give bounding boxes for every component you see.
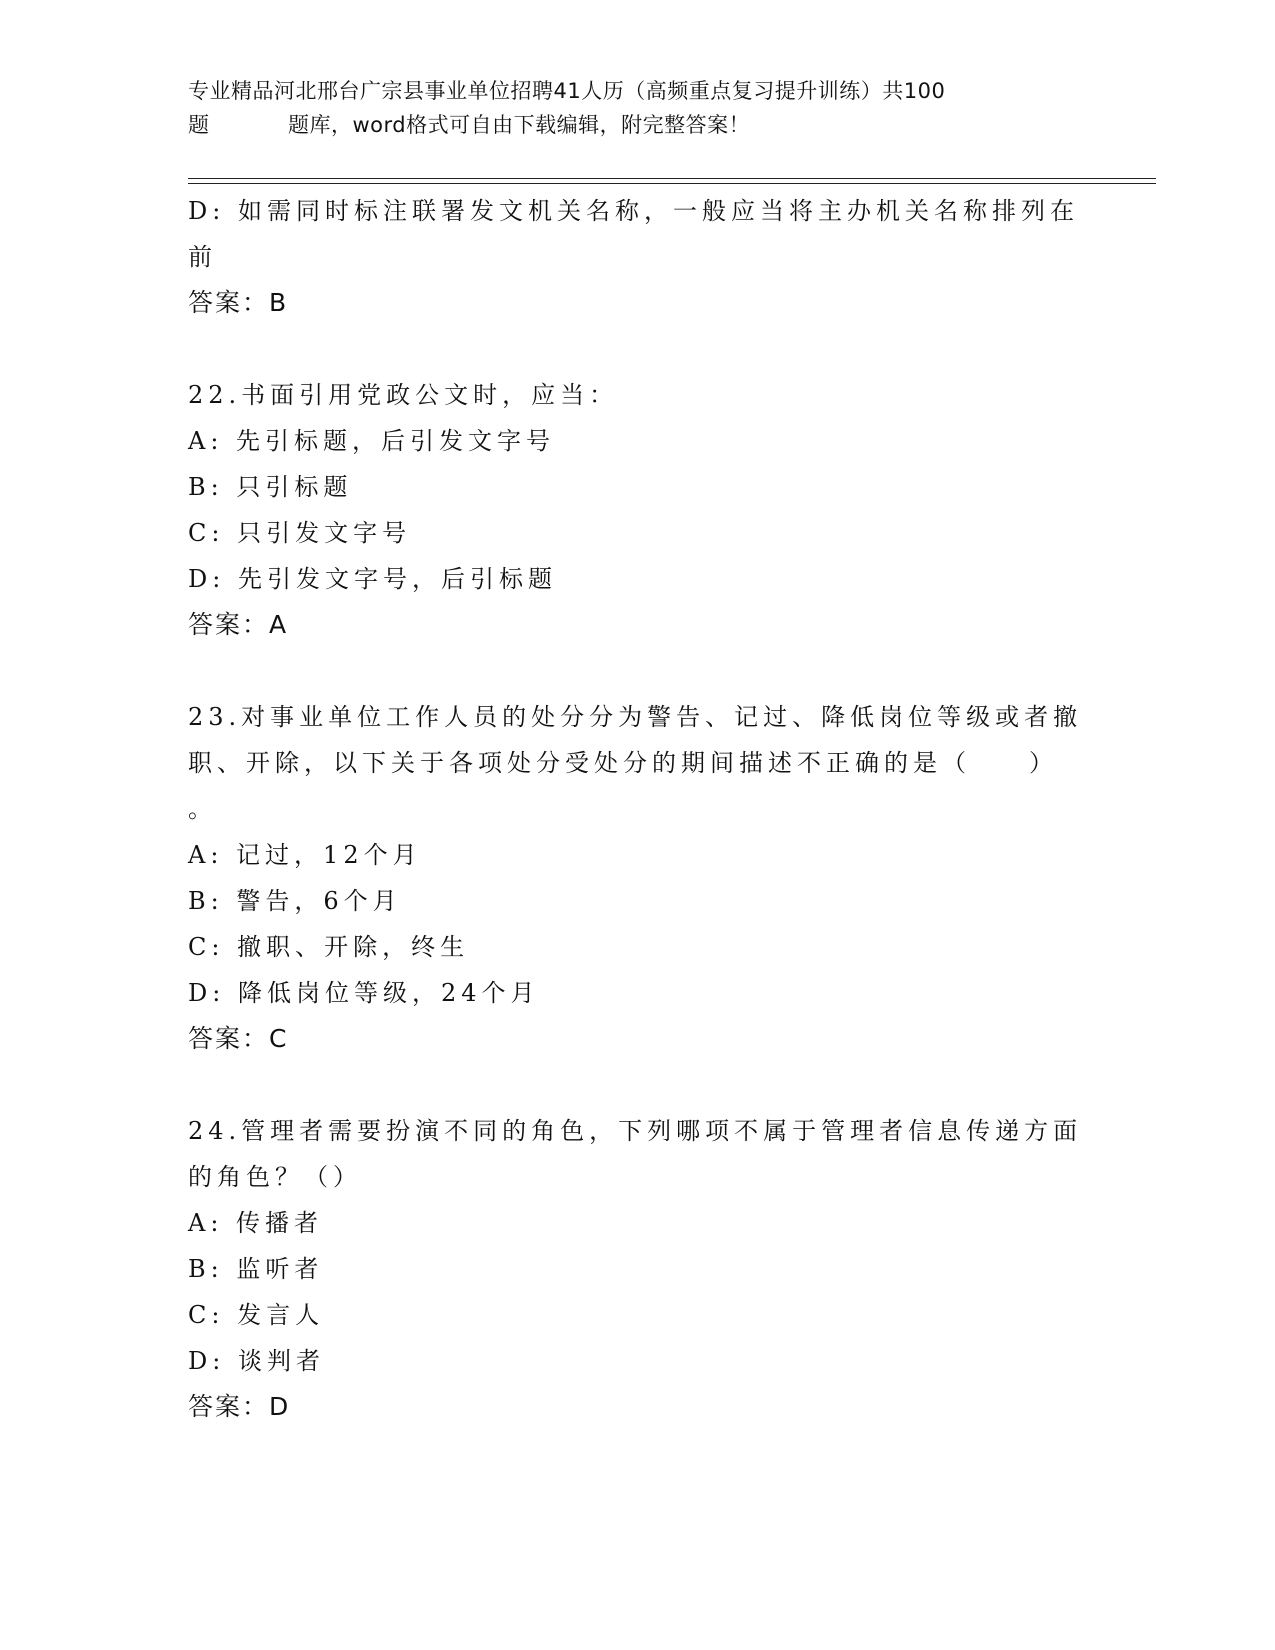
header-divider-bottom [188, 183, 1156, 184]
q22-option-c: C: 只引发文字号 [188, 519, 412, 547]
page-header [188, 74, 1068, 142]
spacer [188, 1062, 1088, 1108]
q22-stem: 22.书面引用党政公文时，应当： [188, 381, 619, 409]
q23-stem-line2: 职、开除，以下关于各项处分受处分的期间描述不正确的是（ ） [188, 749, 1058, 777]
q23-answer: 答案：C [188, 1024, 289, 1053]
q21-option-d-line1: D: 如需同时标注联署发文机关名称，一般应当将主办机关名称排列在 [188, 197, 1079, 225]
spacer [188, 326, 1088, 372]
q22-option-b: B: 只引标题 [188, 473, 353, 501]
q24-option-b: B: 监听者 [188, 1255, 324, 1283]
q24-option-a: A: 传播者 [188, 1209, 324, 1237]
q23-stem-line1: 23.对事业单位工作人员的处分分为警告、记过、降低岗位等级或者撤 [188, 703, 1083, 731]
q23-stem-line3: 。 [188, 795, 217, 823]
spacer [188, 648, 1088, 694]
q22-answer: 答案：A [188, 610, 289, 639]
header-title-line2-left: 题 [188, 113, 210, 137]
q24-stem-line1: 24.管理者需要扮演不同的角色，下列哪项不属于管理者信息传递方面 [188, 1117, 1083, 1145]
q23-option-d: D: 降低岗位等级，24个月 [188, 979, 540, 1007]
question-list [188, 188, 1088, 1430]
header-title-line2-right: 题库，word格式可自由下载编辑，附完整答案！ [288, 113, 751, 137]
header-divider-top [188, 178, 1156, 179]
q21-answer: 答案：B [188, 288, 289, 317]
q23-option-c: C: 撤职、开除，终生 [188, 933, 470, 961]
q23-option-b: B: 警告，6个月 [188, 887, 402, 915]
q24-option-c: C: 发言人 [188, 1301, 325, 1329]
q24-stem-line2: 的角色？（） [188, 1163, 362, 1191]
q21-option-d-line2: 前 [188, 243, 217, 271]
q24-answer: 答案：D [188, 1392, 291, 1421]
q22-option-d: D: 先引发文字号，后引标题 [188, 565, 557, 593]
q22-option-a: A: 先引标题，后引发文字号 [188, 427, 556, 455]
header-title-line1: 专业精品河北邢台广宗县事业单位招聘41人历（高频重点复习提升训练）共100 [188, 79, 946, 103]
q24-option-d: D: 谈判者 [188, 1347, 325, 1375]
header-title-line2 [188, 108, 1068, 142]
q23-option-a: A: 记过，12个月 [188, 841, 422, 869]
